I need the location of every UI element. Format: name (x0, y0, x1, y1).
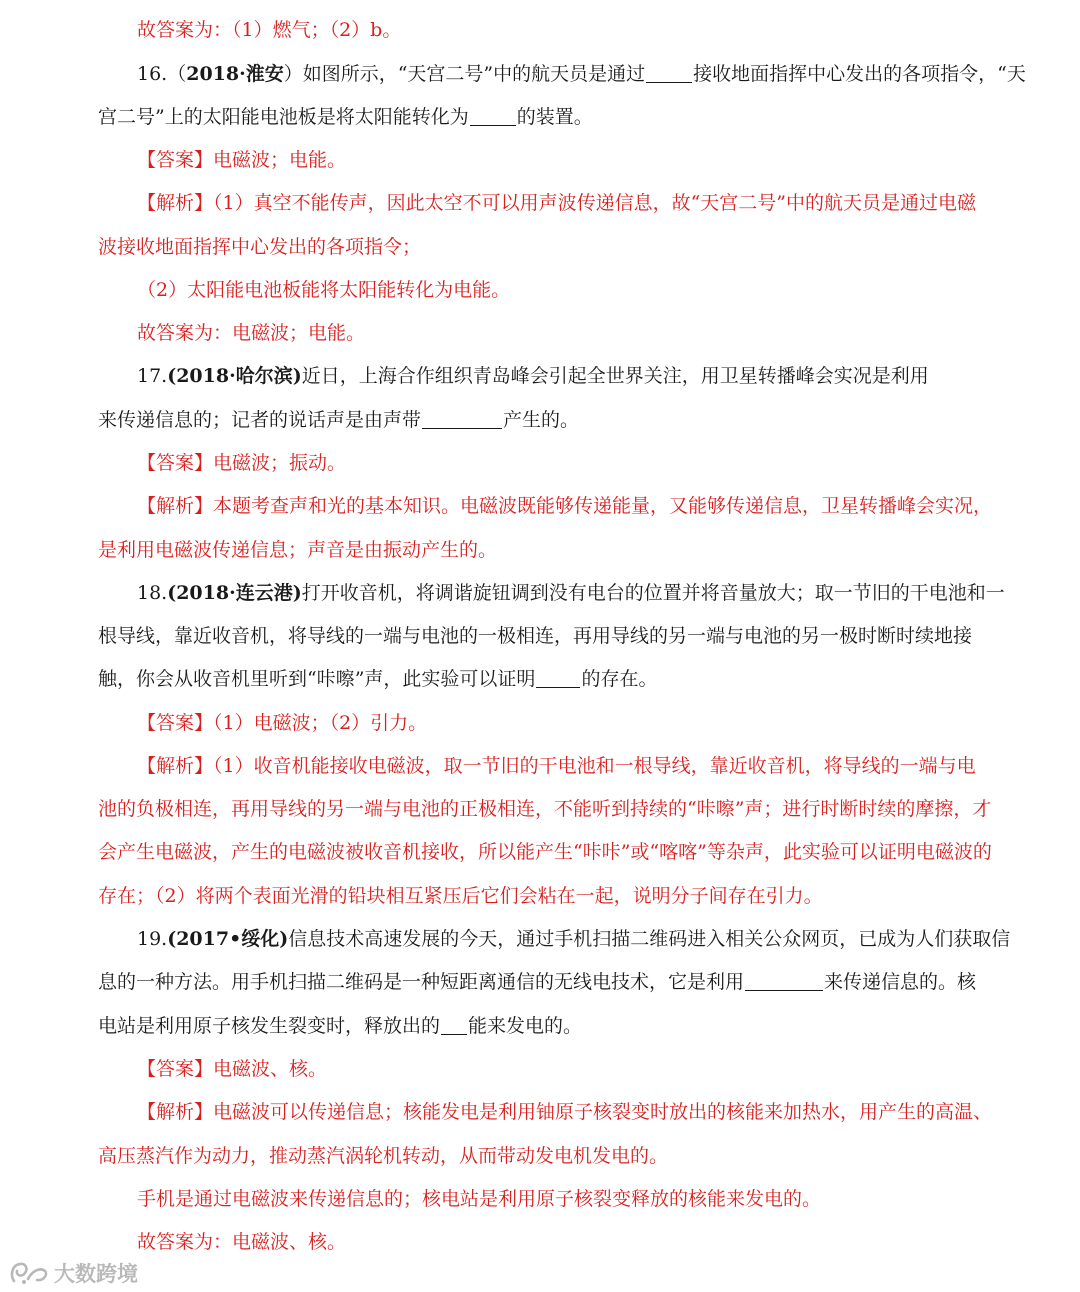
explanation-19-text-1: 【解析】电磁波可以传递信息；核能发电是利用铀原子核裂变时放出的核能来加热水，用产生的高温、 (137, 1101, 993, 1123)
question-18-blank (536, 686, 580, 688)
explanation-16-text-3: （2）太阳能电池板能将太阳能转化为电能。 (137, 279, 511, 301)
question-16-text-c: 宫二号”上的太阳能电池板是将太阳能转化为 (98, 106, 469, 128)
question-18-source: (2018·连云港) (167, 582, 302, 604)
answer-16 (137, 151, 346, 170)
watermark (8, 1258, 138, 1288)
explanation-18-text-1: 【解析】（1）收音机能接收电磁波，取一节旧的干电池和一根导线，靠近收音机，将导线的一端与电 (137, 755, 976, 777)
explanation-18-line-3 (98, 843, 992, 862)
question-18-text-a: 打开收音机，将调谐旋钮调到没有电台的位置并将音量放大；取一节旧的干电池和一 (301, 582, 1005, 604)
question-18-number: 18. (137, 582, 168, 604)
question-18-text-c: 触，你会从收音机里听到“咔嚓”声，此实验可以证明 (98, 668, 536, 690)
answer-17-text: 【答案】电磁波；振动。 (137, 452, 347, 474)
watermark-logo-icon (8, 1259, 48, 1287)
explanation-17-text-1: 【解析】本题考查声和光的基本知识。电磁波既能够传递能量，又能够传递信息，卫星转播峰会实况， (137, 495, 993, 517)
explanation-19-line-1 (137, 1103, 992, 1122)
question-17-blank (422, 427, 502, 429)
question-19-text-d: 电站是利用原子核发生裂变时，释放出的 (98, 1015, 441, 1037)
answer-16-text: 【答案】电磁波；电能。 (137, 149, 347, 171)
question-16-number: 16.（ (137, 63, 187, 85)
final-answer-15-text: 故答案为：（1）燃气；（2）b。 (137, 19, 402, 41)
question-16-line-2 (98, 108, 593, 127)
question-16-source: 2018·淮安 (186, 63, 284, 85)
explanation-18-line-2 (98, 800, 991, 819)
explanation-17-line-1 (137, 497, 992, 516)
question-17-line-1 (137, 367, 929, 386)
question-18-text-d: 的存在。 (581, 668, 658, 690)
watermark-text: 大数跨境 (54, 1262, 138, 1286)
explanation-19-line-3 (137, 1190, 821, 1209)
explanation-16-line-1 (137, 194, 976, 213)
question-19-line-3 (98, 1017, 582, 1036)
question-19-text-b: 息的一种方法。用手机扫描二维码是一种短距离通信的无线电技术，它是利用 (98, 971, 745, 993)
question-17-text-c: 产生的。 (503, 409, 580, 431)
question-19-line-2 (98, 973, 976, 992)
question-17-number: 17. (137, 365, 168, 387)
question-19-number: 19. (137, 928, 168, 950)
explanation-16-text-2: 波接收地面指挥中心发出的各项指令； (98, 236, 422, 258)
explanation-19-text-2: 高压蒸汽作为动力，推动蒸汽涡轮机转动，从而带动发电机发电的。 (98, 1145, 669, 1167)
question-16-text-b: 接收地面指挥中心发出的各项指令，“天 (693, 63, 1026, 85)
explanation-17-line-2 (98, 541, 497, 560)
explanation-17-text-2: 是利用电磁波传递信息；声音是由振动产生的。 (98, 539, 498, 561)
question-19-text-e: 能来发电的。 (468, 1015, 583, 1037)
question-19-source: (2017•绥化) (167, 928, 289, 950)
answer-18 (137, 714, 427, 733)
explanation-18-text-2: 池的负极相连，再用导线的另一端与电池的正极相连，不能听到持续的“咔嚓”声；进行时断时续的摩擦，才 (98, 798, 992, 820)
question-17-source: (2018·哈尔滨) (167, 365, 302, 387)
question-18-line-2 (98, 627, 972, 646)
explanation-16-line-2 (98, 238, 421, 257)
question-18-text-b: 根导线，靠近收音机，将导线的一端与电池的一极相连，再用导线的另一端与电池的另一极时断时续地接 (98, 625, 973, 647)
explanation-16-line-3 (137, 281, 510, 300)
final-answer-16 (137, 324, 365, 343)
answer-19 (137, 1060, 327, 1079)
question-17-text-a: 近日，上海合作组织青岛峰会引起全世界关注，用卫星转播峰会实况是利用 (301, 365, 929, 387)
explanation-18-line-4 (98, 887, 823, 906)
question-16-blank-1 (646, 81, 692, 83)
question-19-blank-1 (745, 989, 823, 991)
question-16-blank-2 (470, 124, 516, 126)
question-18-line-3 (98, 670, 657, 689)
question-16-text-d: 的装置。 (516, 106, 593, 128)
final-answer-19 (137, 1233, 346, 1252)
question-19-text-a: 信息技术高速发展的今天，通过手机扫描二维码进入相关公众网页，已成为人们获取信 (288, 928, 1011, 950)
explanation-18-line-1 (137, 757, 976, 776)
answer-18-text: 【答案】（1）电磁波；（2）引力。 (137, 712, 428, 734)
question-19-text-c: 来传递信息的。核 (824, 971, 977, 993)
answer-17 (137, 454, 346, 473)
explanation-18-text-3: 会产生电磁波，产生的电磁波被收音机接收，所以能产生“咔咔”或“喀喀”等杂声，此实验可以证明电磁波的 (98, 841, 992, 863)
final-answer-19-text: 故答案为：电磁波、核。 (137, 1231, 347, 1253)
question-18-line-1 (137, 584, 1005, 603)
explanation-18-text-4: 存在；（2）将两个表面光滑的铅块相互紧压后它们会粘在一起，说明分子间存在引力。 (98, 885, 823, 907)
final-answer-16-text: 故答案为：电磁波；电能。 (137, 322, 366, 344)
question-19-line-1 (137, 930, 1010, 949)
explanation-16-text-1: 【解析】（1）真空不能传声，因此太空不可以用声波传递信息，故“天宫二号”中的航天员是通过电磁 (137, 192, 977, 214)
explanation-19-text-3: 手机是通过电磁波来传递信息的；核电站是利用原子核裂变释放的核能来发电的。 (137, 1188, 822, 1210)
question-17-line-2 (98, 411, 579, 430)
final-answer-15 (137, 21, 401, 40)
explanation-19-line-2 (98, 1147, 668, 1166)
answer-19-text: 【答案】电磁波、核。 (137, 1058, 328, 1080)
question-17-text-b: 来传递信息的；记者的说话声是由声带 (98, 409, 422, 431)
question-19-blank-2 (441, 1033, 467, 1035)
question-16-line-1 (137, 65, 1026, 84)
question-16-text-a: ）如图所示，“天宫二号”中的航天员是通过 (283, 63, 646, 85)
